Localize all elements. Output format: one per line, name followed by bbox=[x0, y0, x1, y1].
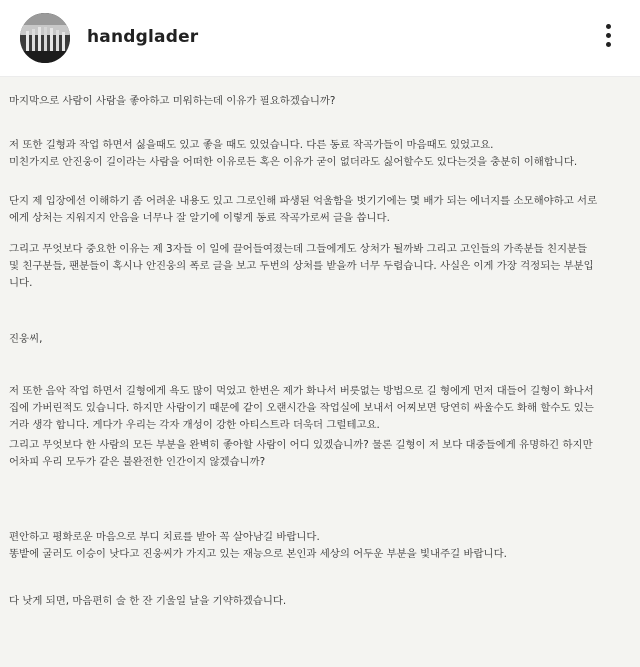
letter-line: 똥밭에 굴러도 이승이 낫다고 진웅씨가 가지고 있는 재능으로 본인과 세상의 어두운 부분을 빛내주길 바랍니다. bbox=[9, 548, 507, 560]
more-vertical-icon-dot bbox=[606, 33, 611, 38]
letter-line: 마지막으로 사람이 사람을 좋아하고 미워하는데 이유가 필요하겠습니까? bbox=[9, 95, 336, 107]
letter-paragraph bbox=[0, 437, 629, 471]
letter-line: 집에 가버린적도 있습니다. 하지만 사람이기 때문에 같이 오랜시간을 작업실에 보내서 어찌보면 당연히 싸울수도 화해 할수도 있는 bbox=[9, 402, 594, 414]
letter-line: 다 낫게 되면, 마음편히 술 한 잔 기울일 날을 기약하겠습니다. bbox=[9, 595, 287, 607]
letter-image bbox=[0, 77, 640, 667]
letter-line: 그리고 무엇보다 중요한 이유는 제 3자들 이 일에 끌어들여졌는데 그들에게도 상처가 될까봐 그리고 고인들의 가족분들 친지분들 bbox=[9, 243, 588, 255]
letter-line: 편안하고 평화로운 마음으로 부디 치료를 받아 꼭 살아남길 바랍니다. bbox=[9, 531, 320, 543]
letter-line: 단지 제 입장에선 이해하기 좀 어려운 내용도 있고 그로인해 파생된 억울함을 벗기기에는 몇 배가 되는 에너지를 소모해야하고 서로 bbox=[9, 195, 598, 207]
letter-line: 및 친구분들, 팬분들이 혹시나 안진웅의 폭로 글을 보고 두번의 상처를 받을까 너무 두렵습니다. 사실은 이게 가장 걱정되는 부분입 bbox=[9, 260, 594, 272]
letter-paragraph bbox=[0, 331, 629, 348]
letter-line: 어차피 우리 모두가 같은 불완전한 인간이지 않겠습니까? bbox=[9, 456, 266, 468]
letter-paragraph bbox=[0, 529, 629, 563]
username[interactable]: handglader bbox=[87, 27, 199, 47]
letter-paragraph bbox=[0, 193, 629, 227]
avatar[interactable] bbox=[20, 13, 70, 63]
more-vertical-icon bbox=[606, 24, 611, 29]
more-options-button[interactable] bbox=[600, 24, 616, 54]
post-header bbox=[0, 0, 640, 77]
letter-line: 진웅씨, bbox=[9, 333, 43, 345]
letter-paragraph bbox=[0, 593, 629, 610]
letter-line: 그리고 무엇보다 한 사람의 모든 부분을 완벽히 좋아할 사람이 어디 있겠습니까? 물론 길형이 저 보다 대중들에게 유명하긴 하지만 bbox=[9, 439, 593, 451]
letter-line: 미친가지로 안진웅이 길이라는 사람을 어떠한 이유로든 혹은 이유가 굳이 없더라도 싫어할수도 있다는것을 충분히 이해합니다. bbox=[9, 156, 578, 168]
letter-paragraph bbox=[0, 241, 629, 292]
letter-paragraph bbox=[0, 93, 629, 110]
more-vertical-icon-dot bbox=[606, 42, 611, 47]
letter-paragraph bbox=[0, 137, 629, 171]
letter-line: 니다. bbox=[9, 277, 33, 289]
letter-line: 거라 생각 합니다. 게다가 우리는 각자 개성이 강한 아티스트라 더욱더 그럴테고요. bbox=[9, 419, 380, 431]
letter-line: 저 또한 음악 작업 하면서 길형에게 욕도 많이 먹었고 한번은 제가 화나서 버릇없는 방법으로 길 형에게 먼저 대들어 길형이 화나서 bbox=[9, 385, 594, 397]
letter-line: 에게 상처는 지워지지 안음을 너무나 잘 알기에 이렇게 동료 작곡가로써 글을 씁니다. bbox=[9, 212, 390, 224]
letter-paragraph bbox=[0, 383, 629, 434]
letter-line: 저 또한 길형과 작업 하면서 싫을때도 있고 좋을 때도 있었습니다. 다른 동료 작곡가들이 마음때도 있었고요. bbox=[9, 139, 494, 151]
profile-photo-icon bbox=[20, 13, 70, 63]
